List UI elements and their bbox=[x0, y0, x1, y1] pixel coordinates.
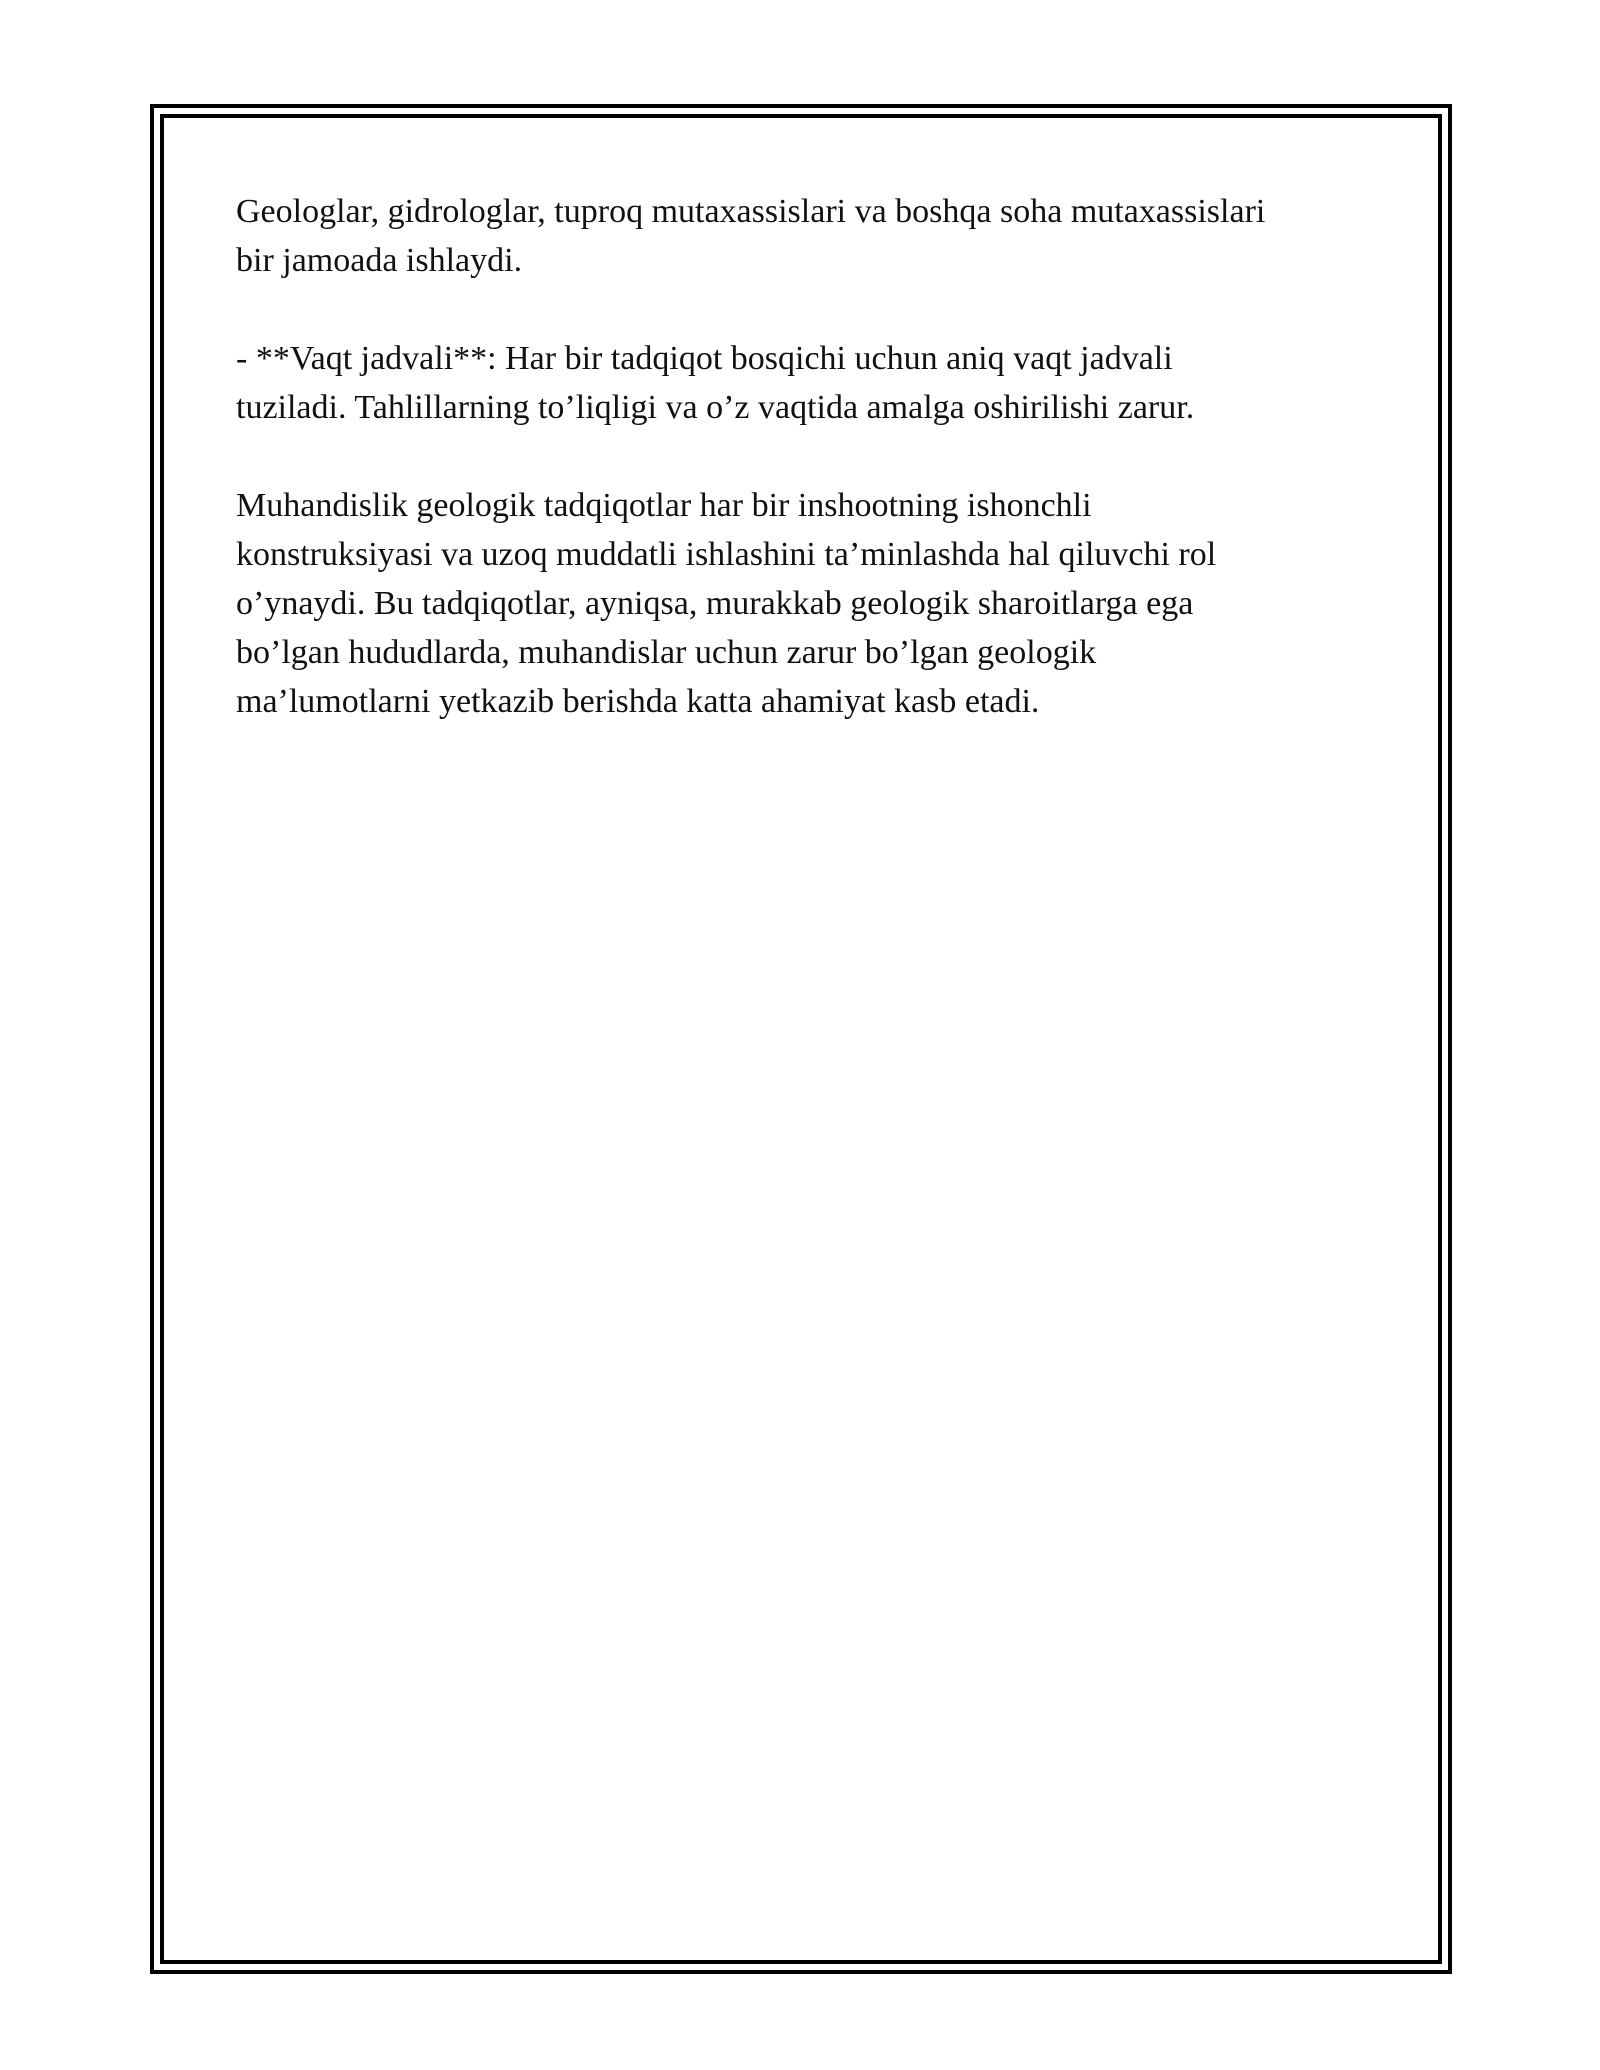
document-body bbox=[236, 187, 1386, 775]
paragraph-team: Geologlar, gidrologlar, tuproq mutaxassislari va boshqa soha mutaxassislari bir jamoada ishlaydi. bbox=[236, 193, 1266, 279]
paragraph-conclusion: Muhandislik geologik tadqiqotlar har bir inshootning ishonchli konstruksiyasi va uzoq muddatli ishlashini ta’minlashda hal qiluvchi rol o’ynaydi. Bu tadqiqotlar, ayniqsa, murakkab geologik sharoitlarga ega bo’lgan hududlarda, muhandislar uchun zarur bo’lgan geologik ma’lumotlarni yetkazib berishda katta ahamiyat kasb etadi. bbox=[236, 487, 1217, 720]
paragraph-schedule: - **Vaqt jadvali**: Har bir tadqiqot bosqichi uchun aniq vaqt jadvali tuziladi. Tahlillarning to’liqligi va o’z vaqtida amalga oshirilishi zarur. bbox=[236, 340, 1195, 426]
